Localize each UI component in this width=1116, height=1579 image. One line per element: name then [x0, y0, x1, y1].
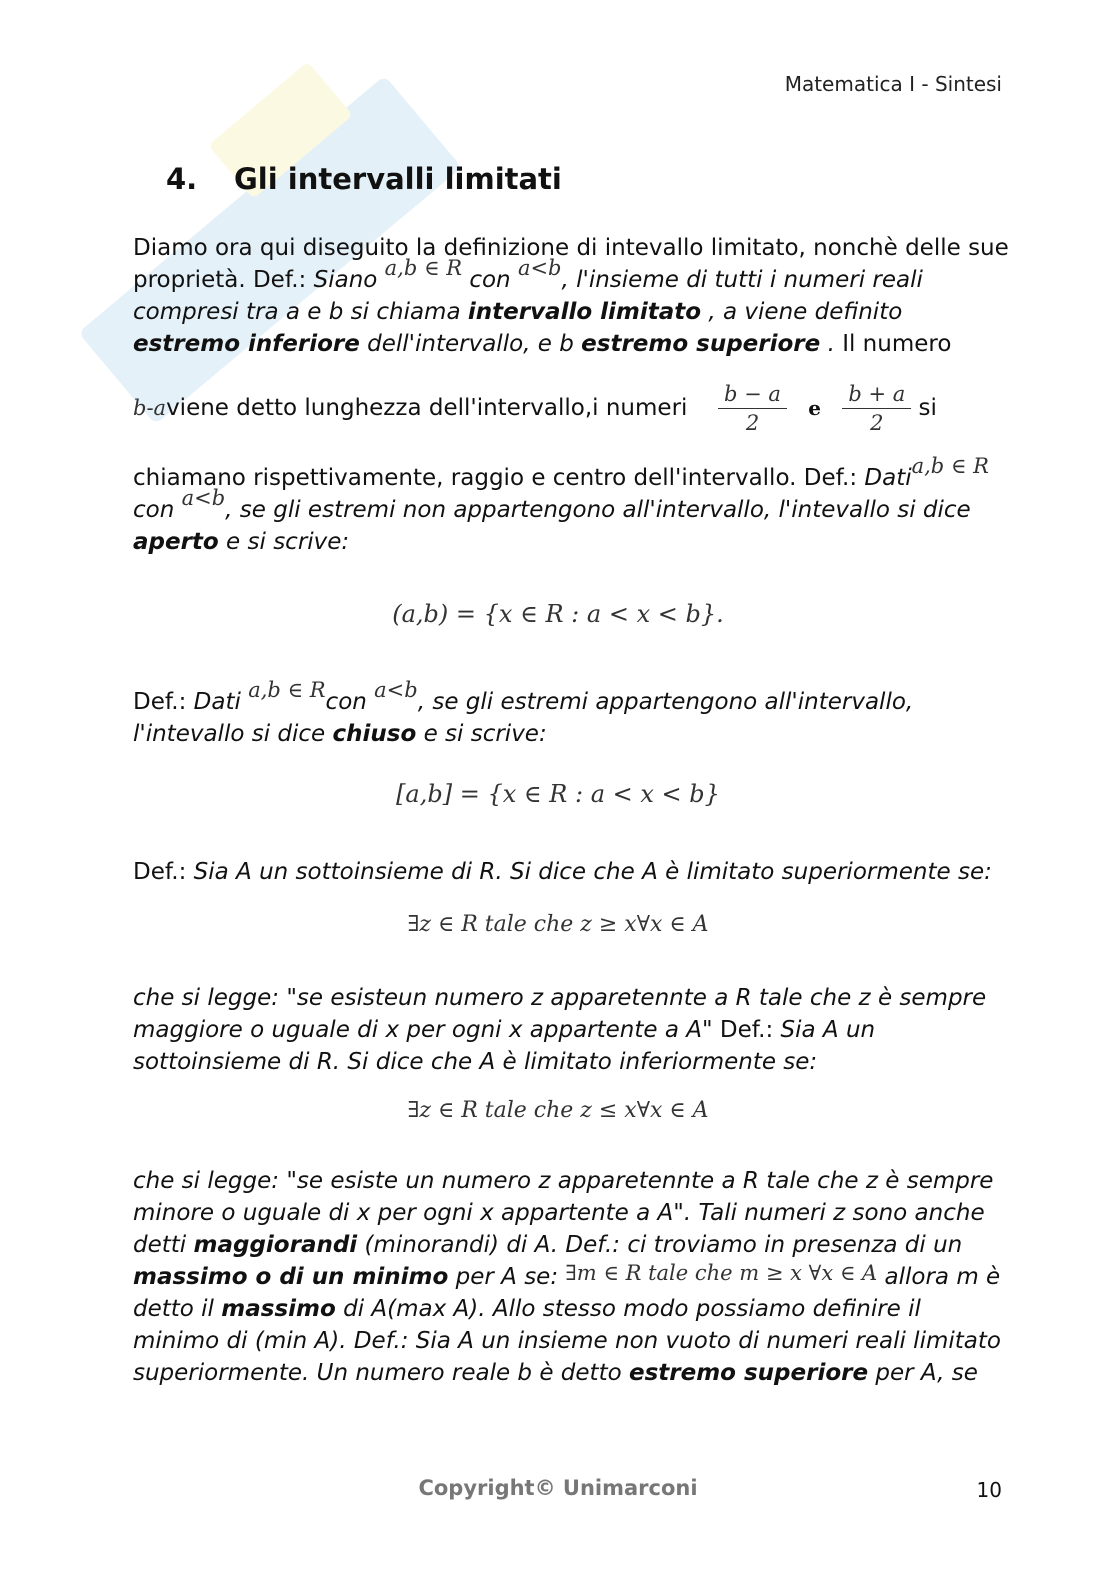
text: viene detto lunghezza dell'intervallo,i numeri	[166, 395, 688, 421]
term-bold: estremo superiore	[581, 331, 821, 357]
text: chiamano rispettivamente, raggio e centro dell'intervallo. Def.:	[133, 465, 865, 491]
page-header: Matematica I - Sintesi	[784, 72, 1002, 96]
math-inline: b-a	[133, 396, 167, 420]
paragraph-upper-bound-reading	[133, 982, 1013, 1078]
text: con	[325, 689, 375, 715]
text: Def.:	[712, 1017, 781, 1043]
term-bold: massimo	[221, 1296, 336, 1322]
text: , l'insieme di tutti i numeri reali compresi tra a e b si chiama	[133, 267, 923, 325]
text: di A(max A). Allo stesso modo possiamo definire il minimo di (min A). Def.: Sia A un insieme non vuoto di numeri reali limitato superiormente. Un numero reale b è detto	[133, 1296, 1001, 1386]
section-number: 4.	[166, 162, 198, 196]
text: Il numero	[834, 331, 952, 357]
text: che si legge: "se esisteun numero z apparetennte a R tale che z è sempre maggiore o uguale di x per ogni x appartente a A"	[133, 985, 987, 1043]
paragraph-fractions	[133, 378, 1013, 438]
math-inline: a,b ∈ R	[384, 256, 463, 280]
section-title: Gli intervalli limitati	[234, 162, 562, 196]
text: (minorandi) di A. Def.: ci troviamo in presenza di un	[357, 1232, 963, 1258]
math-inline: a<b	[517, 256, 562, 280]
text: , a viene definito	[701, 299, 903, 325]
math-inline: a,b ∈ R	[248, 678, 326, 702]
text: Def.:	[133, 859, 194, 885]
text: per A, se	[868, 1360, 978, 1386]
formula-upper-bound: ∃z ∈ R tale che z ≥ x∀x ∈ A	[407, 912, 709, 937]
text: Sia A un sottoinsieme di R. Si dice che A è limitato superiormente se:	[193, 859, 992, 885]
formula-open-interval: (a,b) = {x ∈ R : a < x < b}.	[392, 600, 724, 628]
text: , se gli estremi appartengono all'intervallo, l'intevallo si dice	[133, 689, 914, 747]
section-heading	[166, 162, 562, 196]
text: che si legge: "se esiste un numero z apparetennte a R tale che z è sempre minore o uguale di x per ogni x appartente a A". Tali numeri z sono anche detti	[133, 1168, 994, 1258]
text: allora m è detto il	[133, 1264, 1001, 1322]
text: , se gli estremi non appartengono all'intervallo, l'intevallo si dice	[225, 497, 971, 523]
math-inline: ∃m ∈ R tale che m ≥ x ∀x ∈ A	[565, 1261, 878, 1285]
term-bold: chiuso	[332, 721, 417, 747]
term-bold: massimo o di un minimo	[133, 1264, 449, 1290]
text: si	[911, 395, 937, 421]
term-bold: estremo superiore	[628, 1360, 869, 1386]
paragraph-open-interval	[133, 454, 1013, 558]
text: Sia A un sottoinsieme di R. Si dice che A è limitato inferiormente se:	[133, 1017, 876, 1075]
denominator: 2	[870, 411, 884, 435]
term-bold: maggiorandi	[193, 1232, 358, 1258]
text: e si scrive:	[218, 529, 350, 555]
text: Siano	[313, 267, 378, 293]
denominator: 2	[745, 411, 760, 435]
text: Dati	[193, 689, 241, 715]
text: e	[808, 396, 822, 420]
text: dell'intervallo, e b	[359, 331, 582, 357]
math-inline: a<b	[374, 678, 418, 702]
footer-copyright: Copyright© Unimarconi	[418, 1476, 698, 1500]
paragraph-definition-intro	[133, 232, 1013, 360]
text: per A se:	[448, 1264, 559, 1290]
text: Def.:	[133, 689, 194, 715]
paragraph-lower-bound-reading	[133, 1165, 1013, 1389]
text: e si scrive:	[416, 721, 547, 747]
term-bold: intervallo limitato	[467, 299, 702, 325]
text: Diamo ora qui diseguito la definizione di intevallo limitato, nonchè delle sue proprietà. Def.:	[133, 235, 1009, 293]
numerator: b − a	[718, 380, 787, 409]
math-inline: a<b	[181, 486, 226, 510]
text: con	[462, 267, 511, 293]
paragraph-closed-interval	[133, 678, 1013, 750]
paragraph-upper-bound-def	[133, 856, 1013, 888]
math-inline: a,b ∈ R	[911, 454, 989, 478]
text: con	[133, 497, 182, 523]
text: .	[820, 331, 835, 357]
formula-closed-interval: [a,b] = {x ∈ R : a < x < b}	[396, 780, 720, 808]
fraction-radius	[718, 380, 787, 437]
fraction-center	[842, 380, 911, 437]
formula-lower-bound: ∃z ∈ R tale che z ≤ x∀x ∈ A	[407, 1098, 709, 1123]
page-number: 10	[976, 1478, 1002, 1502]
numerator: b + a	[842, 380, 911, 409]
term-bold: estremo inferiore	[133, 331, 360, 357]
term-bold: aperto	[133, 529, 219, 555]
text: Dati	[864, 465, 912, 491]
